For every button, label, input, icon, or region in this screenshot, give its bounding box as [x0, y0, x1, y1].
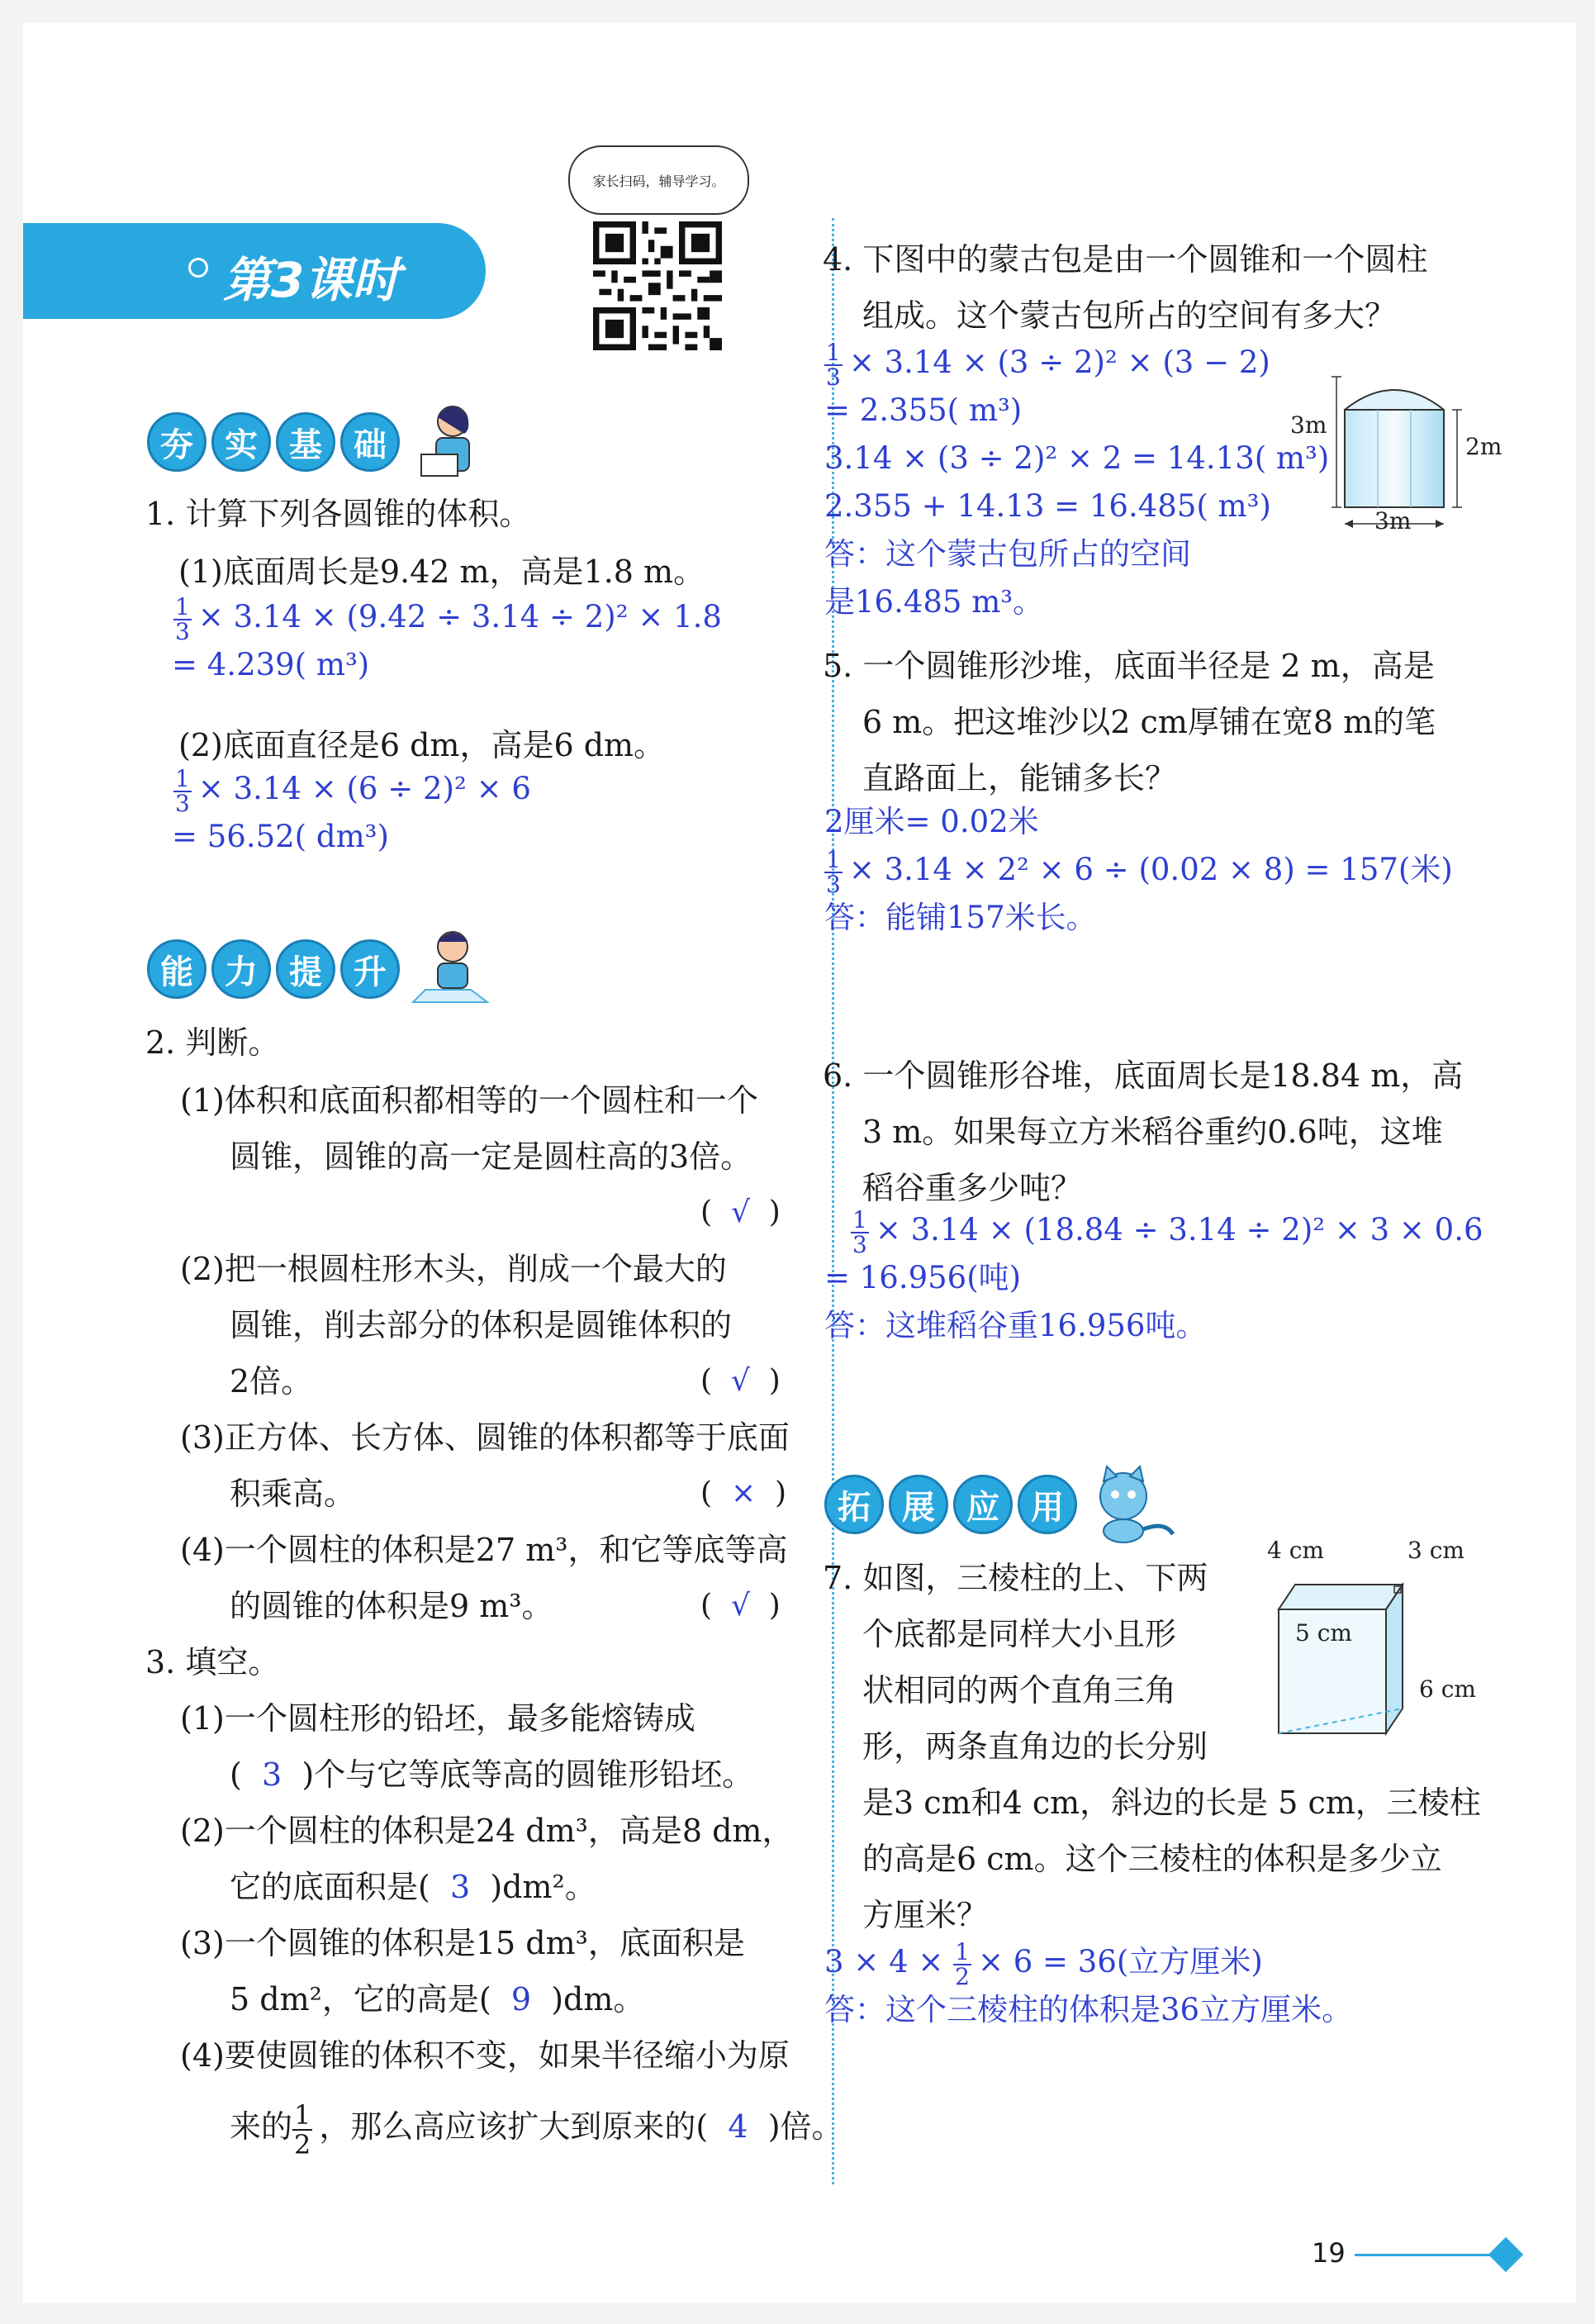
q3-item3-line2: 5 dm²，它的高是( 9 )dm。 — [230, 1981, 645, 2017]
one-third-fraction: $\frac{1}{3}$ — [175, 764, 190, 817]
q3-item3-line1: (3)一个圆锥的体积是15 dm³，底面积是 — [180, 1925, 745, 1961]
page-number: 19 — [1312, 2237, 1346, 2269]
cartoon-cat-icon — [1082, 1463, 1181, 1546]
qr-caption-bubble — [568, 145, 749, 215]
section-char: 拓 — [824, 1475, 884, 1534]
q3-item1-line1: (1)一个圆柱形的铅坯，最多能熔铸成 — [180, 1700, 695, 1737]
q2-item2-line2: 圆锥，削去部分的体积是圆锥体积的 — [230, 1307, 733, 1343]
q2-item2-answer: ( √ ) — [700, 1364, 781, 1398]
workbook-page — [23, 23, 1576, 2303]
prism-label-3cm: 3 cm — [1407, 1537, 1464, 1564]
q4-answer-line1: $\frac{1}{3}$ × 3.14 × (3 ÷ 2)² × (3 − 2) — [826, 338, 1270, 391]
q7-line2: 个底都是同样大小且形 — [862, 1616, 1177, 1652]
student-reading-icon — [405, 397, 487, 487]
section-heading-extend — [824, 1474, 1181, 1535]
q1-title: 1. 计算下列各圆锥的体积。 — [145, 496, 531, 532]
q2-item4-line2: 的圆锥的体积是9 m³。 — [230, 1588, 553, 1624]
one-half-fraction: $\frac{1}{2}$ — [955, 1937, 970, 1990]
q5-line2: 6 m。把这堆沙以2 cm厚铺在宽8 m的笔 — [862, 704, 1436, 740]
prism-label-6cm: 6 cm — [1419, 1675, 1476, 1703]
q3-item4-line2: 来的 $\frac{1}{2}$ ，那么高应该扩大到原来的( 4 )倍。 — [230, 2098, 843, 2160]
q2-item1-answer: ( √ ) — [700, 1195, 781, 1229]
q7-answer-line2: 答：这个三棱柱的体积是36立方厘米。 — [824, 1992, 1353, 2027]
q7-line3: 状相同的两个直角三角 — [862, 1672, 1177, 1709]
section-char: 提 — [276, 939, 335, 999]
qr-caption: 家长扫码，辅导学习。 — [592, 173, 725, 189]
q5-answer-line1: 2厘米= 0.02米 — [824, 804, 1039, 839]
yurt-height-label: 3m — [1290, 411, 1327, 439]
q6-answer-line2: = 16.956(吨) — [824, 1260, 1022, 1295]
yurt-cylinder-height-label: 2m — [1465, 433, 1502, 460]
q1-part2-answer-line1: $\frac{1}{3}$ × 3.14 × (6 ÷ 2)² × 6 — [175, 764, 531, 817]
q5-answer-line2: $\frac{1}{3}$ × 3.14 × 2² × 6 ÷ (0.02 × 8) = 157(米) — [826, 845, 1453, 898]
q1-part1: (1)底面周长是9.42 m，高是1.8 m。 — [178, 554, 705, 590]
q7-line6: 的高是6 cm。这个三棱柱的体积是多少立 — [862, 1841, 1442, 1877]
yurt-width-label: 3m — [1374, 507, 1412, 535]
one-third-fraction: $\frac{1}{3}$ — [175, 592, 190, 645]
one-third-fraction: $\frac{1}{3}$ — [852, 1205, 867, 1258]
section-char: 用 — [1018, 1475, 1077, 1534]
section-char: 基 — [276, 412, 335, 472]
q7-line5: 是3 cm和4 cm，斜边的长是 5 cm，三棱柱 — [862, 1785, 1481, 1821]
lesson-title: 第3课时 — [223, 252, 401, 308]
q3-item2-line1: (2)一个圆柱的体积是24 dm³，高是8 dm， — [180, 1813, 794, 1849]
q2-title: 2. 判断。 — [145, 1024, 280, 1061]
q1-part2-answer-line2: = 56.52( dm³) — [172, 819, 389, 854]
q6-line2: 3 m。如果每立方米稻谷重约0.6吨，这堆 — [862, 1114, 1443, 1150]
q2-item1-line2: 圆锥，圆锥的高一定是圆柱高的3倍。 — [230, 1138, 752, 1175]
section-char: 力 — [211, 939, 271, 999]
q1-part1-answer-line1: $\frac{1}{3}$ × 3.14 × (9.42 ÷ 3.14 ÷ 2)² × 1.8 — [175, 592, 722, 645]
qr-code-icon[interactable] — [593, 221, 722, 350]
q4-answer-line5: 答：这个蒙古包所占的空间 — [824, 536, 1191, 572]
q4-answer-line4: 2.355 + 14.13 = 16.485( m³) — [824, 488, 1271, 524]
section-char: 能 — [147, 939, 206, 999]
prism-label-5cm: 5 cm — [1295, 1619, 1352, 1647]
footer-line — [1355, 2254, 1495, 2256]
q2-item1-line1: (1)体积和底面积都相等的一个圆柱和一个 — [180, 1082, 758, 1119]
q5-line1: 5. 一个圆锥形沙堆，底面半径是 2 m，高是 — [823, 648, 1435, 684]
section-char: 应 — [953, 1475, 1013, 1534]
q4-answer-line2: = 2.355( m³) — [824, 392, 1023, 428]
q6-answer-line1: $\frac{1}{3}$ × 3.14 × (18.84 ÷ 3.14 ÷ 2)² × 3 × 0.6 — [852, 1205, 1483, 1258]
q4-line1: 4. 下图中的蒙古包是由一个圆锥和一个圆柱 — [823, 241, 1428, 278]
q6-line3: 稻谷重多少吨？ — [862, 1170, 1083, 1206]
q3-item2-answer: 3 — [450, 1869, 471, 1905]
one-third-fraction: $\frac{1}{3}$ — [826, 845, 841, 898]
q5-answer-line3: 答：能铺157米长。 — [824, 900, 1097, 935]
q4-line2: 组成。这个蒙古包所占的空间有多大？ — [862, 297, 1397, 334]
q5-line3: 直路面上，能铺多长？ — [862, 760, 1177, 796]
q2-item4-answer: ( √ ) — [700, 1589, 781, 1623]
q3-title: 3. 填空。 — [145, 1644, 280, 1680]
q4-answer-line3: 3.14 × (3 ÷ 2)² × 2 = 14.13( m³) — [824, 440, 1330, 476]
q6-line1: 6. 一个圆锥形谷堆，底面周长是18.84 m，高 — [823, 1057, 1464, 1094]
q3-item2-line2: 它的底面积是( 3 )dm²。 — [230, 1869, 596, 1905]
one-half-fraction: $\frac{1}{2}$ — [294, 2098, 311, 2160]
q2-item2-line3: 2倍。 — [230, 1363, 313, 1400]
diamond-icon — [1488, 2237, 1523, 2272]
bullet-icon — [188, 258, 208, 278]
q2-item4-line1: (4)一个圆柱的体积是27 m³，和它等底等高 — [180, 1532, 788, 1568]
q2-item3-line1: (3)正方体、长方体、圆锥的体积都等于底面 — [180, 1419, 790, 1456]
triangular-prism-figure — [1262, 1560, 1477, 1750]
student-writing-icon — [405, 924, 496, 1015]
q6-answer-line3: 答：这堆稻谷重16.956吨。 — [824, 1308, 1207, 1343]
q3-item1-answer: 3 — [262, 1756, 282, 1793]
q3-item4-answer: 4 — [728, 2108, 748, 2145]
q7-line4: 形，两条直角边的长分别 — [862, 1728, 1208, 1765]
section-heading-basics — [147, 411, 487, 473]
prism-label-4cm: 4 cm — [1267, 1537, 1324, 1564]
section-char: 础 — [340, 412, 400, 472]
q3-item1-line2: ( 3 )个与它等底等高的圆锥形铅坯。 — [230, 1756, 754, 1793]
q3-item3-answer: 9 — [510, 1981, 532, 2017]
q3-item4-line1: (4)要使圆锥的体积不变，如果半径缩小为原 — [180, 2037, 790, 2074]
section-heading-improve — [147, 939, 496, 1000]
q2-item2-line1: (2)把一根圆柱形木头，削成一个最大的 — [180, 1251, 727, 1287]
q2-item3-line2: 积乘高。 — [230, 1476, 356, 1512]
lesson-banner — [23, 223, 486, 319]
q1-part1-answer-line2: = 4.239( m³) — [172, 647, 370, 682]
q7-line1: 7. 如图，三棱柱的上、下两 — [823, 1560, 1208, 1596]
section-char: 展 — [889, 1475, 948, 1534]
q7-answer-line1: 3 × 4 × $\frac{1}{2}$ × 6 = 36(立方厘米) — [824, 1937, 1263, 1990]
section-char: 升 — [340, 939, 400, 999]
q7-line7: 方厘米？ — [862, 1897, 989, 1933]
section-char: 夯 — [147, 412, 206, 472]
q2-item3-answer: ( × ) — [700, 1476, 787, 1510]
one-third-fraction: $\frac{1}{3}$ — [826, 338, 841, 391]
q1-part2: (2)底面直径是6 dm，高是6 dm。 — [178, 727, 666, 763]
q4-answer-line6: 是16.485 m³。 — [824, 584, 1044, 620]
section-char: 实 — [211, 412, 271, 472]
